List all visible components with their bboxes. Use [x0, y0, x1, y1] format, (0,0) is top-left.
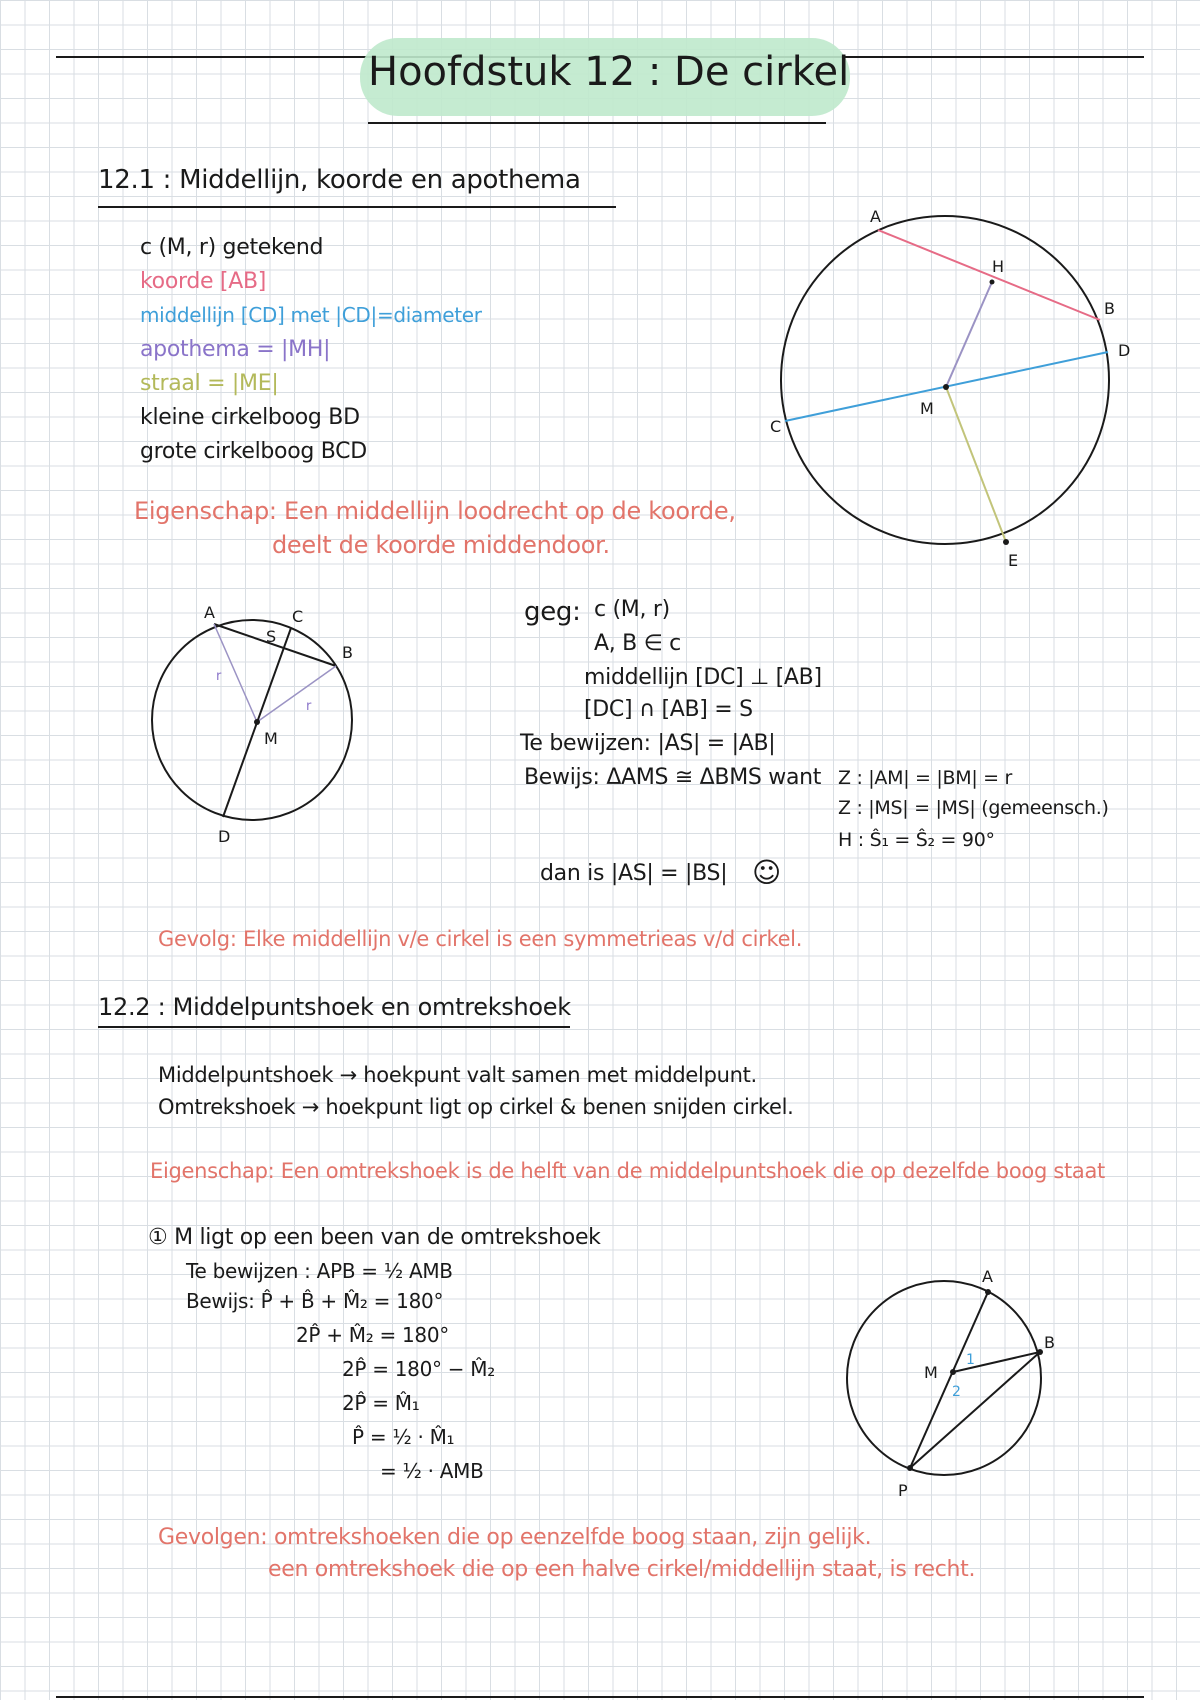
label-c: C: [292, 607, 304, 626]
given-label: geg:: [524, 597, 581, 627]
leg-pa: [910, 1292, 988, 1468]
label-d: D: [218, 827, 231, 846]
label-p: P: [898, 1481, 908, 1500]
page-title: Hoofdstuk 12 : De cirkel: [368, 49, 850, 95]
label-s: S: [266, 627, 277, 646]
label-m: M: [920, 399, 934, 418]
proof-line: Bewijs: ΔAMS ≅ ΔBMS want: [524, 765, 822, 790]
circle: [781, 216, 1109, 544]
list-item: middellijn [CD] met |CD|=diameter: [140, 303, 482, 327]
proof-reason: Z : |MS| = |MS| (gemeensch.): [838, 797, 1109, 819]
property-line-1: Eigenschap: Een middellijn loodrecht op de koorde,: [134, 497, 736, 525]
radius-mb: [257, 666, 336, 722]
proof-step: 2P̂ + M̂₂ = 180°: [296, 1323, 449, 1347]
proof-step: Bewijs: P̂ + B̂ + M̂₂ = 180°: [186, 1289, 444, 1313]
title-underline: [368, 122, 826, 124]
label-d: D: [1118, 341, 1131, 360]
label-h: H: [992, 257, 1005, 276]
given-line: middellijn [DC] ⊥ [AB]: [584, 665, 822, 690]
case-1: ① M ligt op een been van de omtrekshoek: [148, 1225, 601, 1250]
label-b: B: [1104, 299, 1115, 318]
label-m: M: [924, 1363, 938, 1382]
given-line: [DC] ∩ [AB] = S: [584, 697, 753, 722]
angle-label-2: 2: [952, 1384, 961, 1400]
radius-me: [946, 387, 1006, 542]
property-line-2: deelt de koorde middendoor.: [272, 531, 610, 559]
label-c: C: [770, 417, 782, 436]
label-a: A: [982, 1267, 993, 1286]
given-line: c (M, r): [594, 597, 670, 622]
circle: [152, 620, 352, 820]
diagram-circle-chord: [770, 207, 1150, 580]
proof-step: = ½ · AMB: [380, 1459, 484, 1483]
list-item: apothema = |MH|: [140, 337, 331, 362]
label-b: B: [1044, 1333, 1055, 1352]
property: Eigenschap: Een omtrekshoek is de helft van de middelpuntshoek die op dezelfde boog staat: [150, 1159, 1105, 1183]
label-e: E: [1008, 551, 1019, 570]
section2-heading-underline: [98, 1026, 570, 1028]
proof-step: P̂ = ½ · M̂₁: [352, 1425, 455, 1449]
section2-heading: 12.2 : Middelpuntshoek en omtrekshoek: [98, 993, 571, 1021]
bottom-rule: [56, 1696, 1144, 1698]
to-prove: Te bewijzen: |AS| = |AB|: [520, 731, 776, 756]
label-r: r: [216, 669, 222, 684]
label-m: M: [264, 729, 278, 748]
label-a: A: [204, 603, 215, 622]
proof-step: 2P̂ = M̂₁: [342, 1391, 420, 1415]
apothema-mh: [946, 282, 992, 387]
proof-conclusion: dan is |AS| = |BS|: [540, 861, 728, 886]
proof-reason: Z : |AM| = |BM| = r: [838, 767, 1013, 789]
list-item: koorde [AB]: [140, 269, 267, 294]
angle-label-1: 1: [966, 1352, 975, 1368]
smiley-icon: ☺: [752, 856, 781, 889]
list-item: Middelpuntshoek → hoekpunt valt samen met middelpunt.: [158, 1063, 757, 1087]
section1-heading: 12.1 : Middellijn, koorde en apothema: [98, 165, 581, 195]
label-b: B: [342, 643, 353, 662]
list-item: kleine cirkelboog BD: [140, 405, 360, 430]
label-r: r: [306, 699, 312, 714]
given-line: A, B ∈ c: [594, 631, 681, 656]
to-prove: Te bewijzen : APB = ½ AMB: [186, 1259, 453, 1283]
section1-heading-underline: [98, 206, 616, 208]
list-item: straal = |ME|: [140, 371, 279, 396]
gevolgen-line-2: een omtrekshoek die op een halve cirkel/middellijn staat, is recht.: [268, 1557, 976, 1582]
proof-reason: H : Ŝ₁ = Ŝ₂ = 90°: [838, 829, 995, 851]
diagram-inscribed-angle: [830, 1260, 1070, 1500]
proof-step: 2P̂ = 180° − M̂₂: [342, 1357, 495, 1381]
gevolg: Gevolg: Elke middellijn v/e cirkel is een symmetrieas v/d cirkel.: [158, 927, 803, 951]
gevolgen-line-1: Gevolgen: omtrekshoeken die op eenzelfde boog staan, zijn gelijk.: [158, 1525, 872, 1550]
list-item: Omtrekshoek → hoekpunt ligt op cirkel & benen snijden cirkel.: [158, 1095, 794, 1119]
label-a: A: [870, 207, 881, 226]
list-item: c (M, r) getekend: [140, 235, 324, 260]
list-item: grote cirkelboog BCD: [140, 439, 367, 464]
chord-ab: [878, 230, 1100, 320]
diagram-perpendicular: [140, 600, 370, 850]
